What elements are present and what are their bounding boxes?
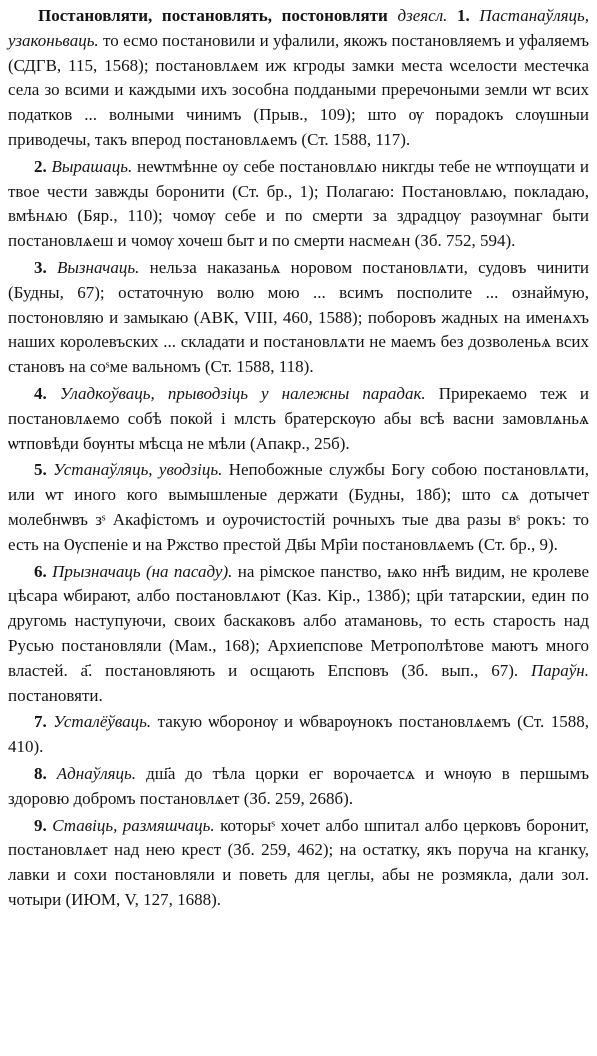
sense-text: Непобожные службы Богу собою постановлѧти, или ѡт иного кого вымышленые держати (Будны, 18б); што сѧ дотычет молебнѡвъ зˢ Акафістомъ и оурочистостій рочныхъ тые два разы вˢ рокъ: то есть на Ѹспеніе и на Ржство престой Дв҃ы Мр҃іи постановлѧемъ (Ст. бр., 9). [8, 460, 590, 554]
sense-text: дш҃а до тѣла цорки ег ворочаетсѧ и ѡнѹю в першымъ здоровю добромъ постановлѧет (Зб. 259, 268б). [8, 763, 590, 808]
sense-1 [8, 4, 589, 153]
sense-gloss: Вырашаць. [51, 156, 133, 176]
sense-gloss: Усталёўваць. [53, 712, 152, 732]
cross-reference-label: Параўн. [530, 660, 589, 680]
sense-8 [8, 762, 589, 812]
sense-gloss: Вызначаць. [57, 257, 140, 277]
sense-text: которыˢ хочет албо шпитал албо церковъ боронит, постановлѧет над нею крест (Зб. 259, 462); на остатку, якъ поруча на кганку, лавки и сохи постановляли и поветь для цеглы, абы не розмякла, дали зол. чотыри (ИЮМ, V, 127, 1688). [8, 815, 590, 909]
sense-number: 8. [34, 763, 47, 783]
sense-gloss: Пастанаўляць, узаконьваць. [8, 6, 590, 50]
sense-7 [8, 710, 589, 760]
grammatical-label: дзеясл. [397, 6, 448, 25]
sense-2 [8, 155, 589, 254]
sense-number: 9. [34, 815, 47, 835]
sense-3 [8, 256, 589, 380]
sense-gloss: Ставіць, размяшчаць. [52, 815, 215, 835]
sense-number: 7. [34, 712, 47, 732]
sense-5 [8, 458, 589, 557]
sense-9 [8, 814, 589, 913]
sense-text: такую ѡборонѹ и ѡбварѹнокъ постановлѧемъ (Ст. 1588, 410). [8, 712, 590, 757]
sense-6 [8, 560, 589, 709]
headword: Постановляти, постановлять, постоновляти [38, 6, 388, 25]
sense-text: неѡтмѣнне оу себе постановлѧю никгды тебе не ѡтпѹщати и твое чести завжды боронити (Ст. бр., 1); Полагаю: Постановлѧю, покладаю, вмѣнѧю (Бяр., 110); чомѹ себе и по смерти за здрадцѹ разѹмнаг быти постановлѧеш и чомѹ хочеш быт и по смерти насмеѧн (Зб. 752, 594). [8, 156, 589, 251]
sense-number: 6. [34, 561, 47, 581]
sense-text: на рімское панство, ѩко нн҃ѣ видим, не кролеве цѣсара ѡбирают, албо постановлѧют (Каз. Кір., 138б); цр҃и татарскии, един по другомь наступуючи, своих баскаковъ албо атамановь, то есть старость над Русью постановляли (Мам., 168); Архиепспове Метрополѣтове маютъ много властей. а҃. постановляють и осщають Епсповъ (Зб. вып., 67). [8, 561, 590, 680]
sense-text: Прирекаемо теж и постановлѧемо собѣ покой і млсть братерскѹю абы всѣ васни замовлѧньѧ ѡтповѣди бѹнты мѣсца не мѣли (Апакр., 25б). [8, 383, 590, 453]
sense-gloss: Прызначаць (на пасаду). [52, 561, 233, 581]
sense-number: 4. [34, 383, 47, 403]
sense-gloss: Аднаўляць. [56, 763, 137, 783]
sense-number: 5. [34, 460, 47, 480]
sense-text: нельза наказаньѧ норовом постановлѧти, судовъ чинити (Будны, 67); остаточную волю мою ... всимъ посполите ... ознаймую, постоновляю и замыкаю (АВК, VIII, 460, 1588); поборовъ жадных на имeнѧхъ наших королевъских ... складати и постановлѧти не маемъ без дозволеньѧ всих становъ на соˢме вальномъ (Ст. 1588, 118). [8, 257, 590, 377]
sense-number: 3. [34, 257, 47, 277]
sense-gloss: Уладкоўваць, прыводзіць у належны парадак. [59, 383, 426, 403]
sense-text: то есмо постановили и уфалили, якожъ постановляемъ и уфаляемъ (СДГВ, 115, 1568); постановлѧем иж кгроды замки места ѡселости местечка села зо всими и каждыми ихъ зособна поддаными преречоными земли ѡт всих податков ... волными чинимъ (Прыв., 109); што ѹ порадокъ слѹшныи приводечы, такъ вперод постановлѧемъ (Ст. 1588, 117). [8, 30, 589, 149]
cross-reference-text: постановяти. [8, 685, 103, 705]
sense-gloss: Устанаўляць, уводзіць. [53, 460, 223, 480]
sense-number: 1. [457, 6, 470, 25]
sense-4 [8, 382, 589, 456]
sense-number: 2. [34, 156, 47, 176]
